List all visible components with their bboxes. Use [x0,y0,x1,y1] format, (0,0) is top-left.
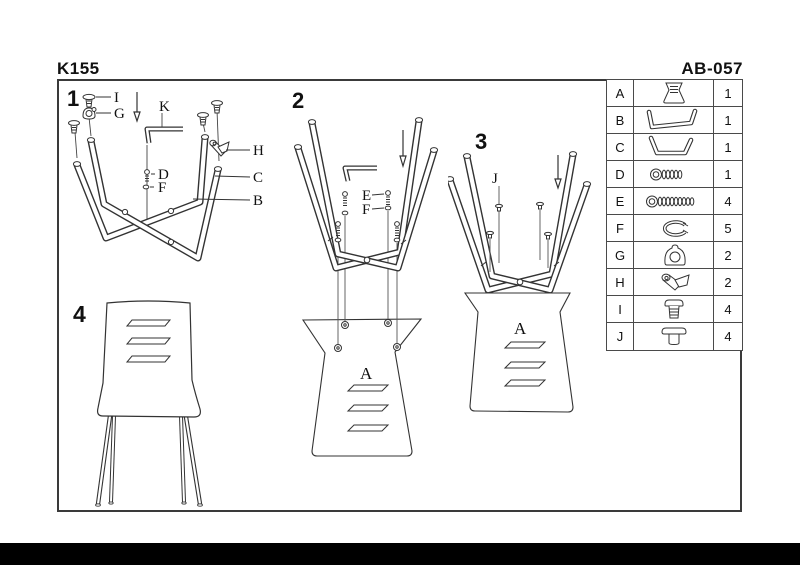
step1-number: 1 [67,86,80,111]
part-letter: H [607,269,634,295]
step1-drawing [58,86,298,301]
step1-callout-k: K [159,99,170,115]
step1-bracket-h [210,140,229,156]
step1-cap-nut-g [83,108,96,120]
step4-assembled-chair [96,301,203,506]
part-letter: C [607,134,634,160]
parts-row-a [607,80,742,107]
step1-callout-h: H [253,143,264,159]
part-qty: 4 [724,301,732,317]
step3-callout-j: J [492,171,498,187]
part-letter: E [607,188,634,214]
part-letter: F [607,215,634,241]
step4-drawing [62,296,282,511]
step1-allen-key-icon [147,129,183,143]
step3-bolts-j [487,202,552,239]
corner-bracket-icon [634,269,714,295]
step3-seat-shell [465,293,573,412]
part-qty: 1 [724,85,732,101]
part-qty: 1 [724,166,732,182]
flat-head-bolt-icon [634,323,714,350]
letterbox-bar [0,543,800,565]
step1-bolt-right-inner [198,113,209,125]
part-letter: D [607,161,634,187]
part-letter: A [607,80,634,106]
round-head-bolt-icon [634,296,714,322]
step2-seat-shell [303,319,421,456]
model-title: K155 [57,59,100,78]
part-qty: 1 [724,139,732,155]
parts-row-c [607,134,742,161]
step2-number: 2 [292,88,305,113]
part-qty: 2 [724,274,732,290]
step3-number: 3 [475,129,488,154]
step4-chair-legs [96,416,203,506]
step2-callout-e: E [362,188,372,204]
parts-table [606,79,743,351]
long-socket-bolt-icon [634,188,714,214]
step1-callout-d: D [158,167,169,183]
step1-bolt-i [83,94,95,107]
part-letter: G [607,242,634,268]
part-qty: 1 [724,112,732,128]
parts-row-f [607,215,742,242]
cap-nut-icon [634,242,714,268]
part-letter: B [607,107,634,133]
step3-leg-frame [448,152,591,290]
part-qty: 5 [724,220,732,236]
step1-callout-g: G [114,106,125,122]
lock-washer-icon [634,215,714,241]
part-letter: I [607,296,634,322]
step1-callout-c: C [253,170,264,186]
step2-seat-label: A [360,364,373,383]
parts-row-h [607,269,742,296]
leg-frame-b-icon [634,107,714,133]
parts-row-i [607,296,742,323]
step1-callout-i: I [114,90,119,106]
step1-down-arrow-icon [134,92,140,121]
step2-callout-f: F [362,202,371,218]
part-letter: J [607,323,634,350]
step2-allen-key-icon [345,168,377,181]
step2-leader-lines [372,194,384,209]
step1-washer-f [143,185,149,189]
parts-row-j [607,323,742,350]
step3-drawing [448,118,618,468]
part-qty: 4 [724,193,732,209]
step1-leg-frame [73,135,221,258]
step3-down-arrow-icon [555,155,561,188]
leg-frame-c-icon [634,134,714,160]
parts-row-d [607,161,742,188]
step1-callout-b: B [253,193,264,209]
parts-row-e [607,188,742,215]
seat-shell-icon [634,80,714,106]
product-code-title: AB-057 [681,59,743,78]
step4-number: 4 [73,301,86,327]
step1-callout-f: F [158,180,167,196]
step1-bolt-left-outer [69,121,80,133]
parts-row-b [607,107,742,134]
short-socket-bolt-icon [634,161,714,187]
part-qty: 4 [724,329,732,344]
parts-row-g [607,242,742,269]
step3-seat-label: A [514,319,527,338]
step3-guide-lines [490,186,548,272]
part-qty: 2 [724,247,732,263]
step1-bolt-right-outer [212,101,223,113]
step2-down-arrow-icon [400,130,406,166]
step2-drawing [288,86,463,476]
